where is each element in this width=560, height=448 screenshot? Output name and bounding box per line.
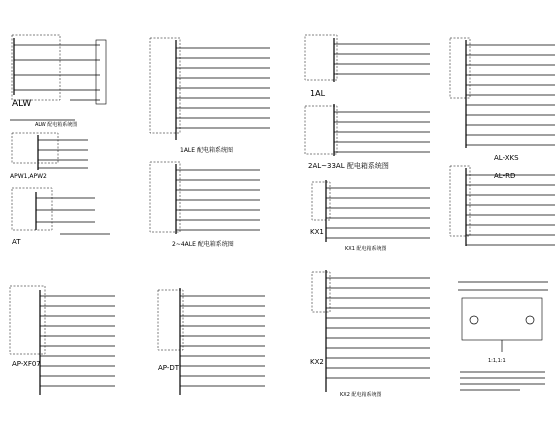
- panel-al-rd: [450, 166, 555, 246]
- panel-1ale-label: 1ALE 配电箱系统图: [180, 147, 233, 154]
- panel-al-xks-label: AL-XKS: [494, 154, 519, 162]
- panel-kx1-label: KX1: [310, 228, 324, 236]
- panel-2-4ale-label: 2~4ALE 配电箱系统图: [172, 241, 234, 248]
- panel-kx2-sys-label: KX2 配电箱系统图: [340, 392, 382, 398]
- panel-alw-system: [10, 120, 77, 128]
- panel-kx2-label: KX2: [310, 358, 324, 366]
- panel-apw-label: APW1,APW2: [10, 173, 47, 180]
- panel-2-4ale: [150, 162, 260, 248]
- panel-at-label: AT: [12, 238, 21, 246]
- panel-kx1-sys-label: KX1 配电箱系统图: [345, 246, 387, 252]
- panel-ap-xf-label: AP-XF07: [12, 360, 41, 368]
- panel-alw: [12, 35, 106, 109]
- panel-ap-dt-label: AP-DT: [158, 364, 180, 372]
- panel-al-rd-label: AL-RD: [494, 172, 516, 180]
- panel-2al-33al: [305, 104, 430, 170]
- panel-1al: [305, 35, 430, 98]
- panel-kx2: [310, 270, 430, 398]
- legend-label: 1:1,1:1: [488, 358, 506, 364]
- panel-2al-33al-label: 2AL~33AL 配电箱系统图: [308, 162, 389, 170]
- panel-kx1: [310, 180, 430, 252]
- panel-ap-xf: [10, 286, 115, 395]
- panel-apw: [10, 133, 88, 180]
- panel-al-xks: [450, 38, 555, 162]
- panel-1ale: [150, 38, 270, 154]
- panel-ap-dt: [158, 288, 265, 395]
- panel-alw-sys-label: ALW 配电箱系统图: [35, 122, 78, 128]
- panel-1al-label: 1AL: [310, 89, 326, 98]
- panel-at: [12, 188, 110, 246]
- panel-alw-label: ALW: [12, 99, 32, 109]
- control-circuit: [458, 282, 548, 390]
